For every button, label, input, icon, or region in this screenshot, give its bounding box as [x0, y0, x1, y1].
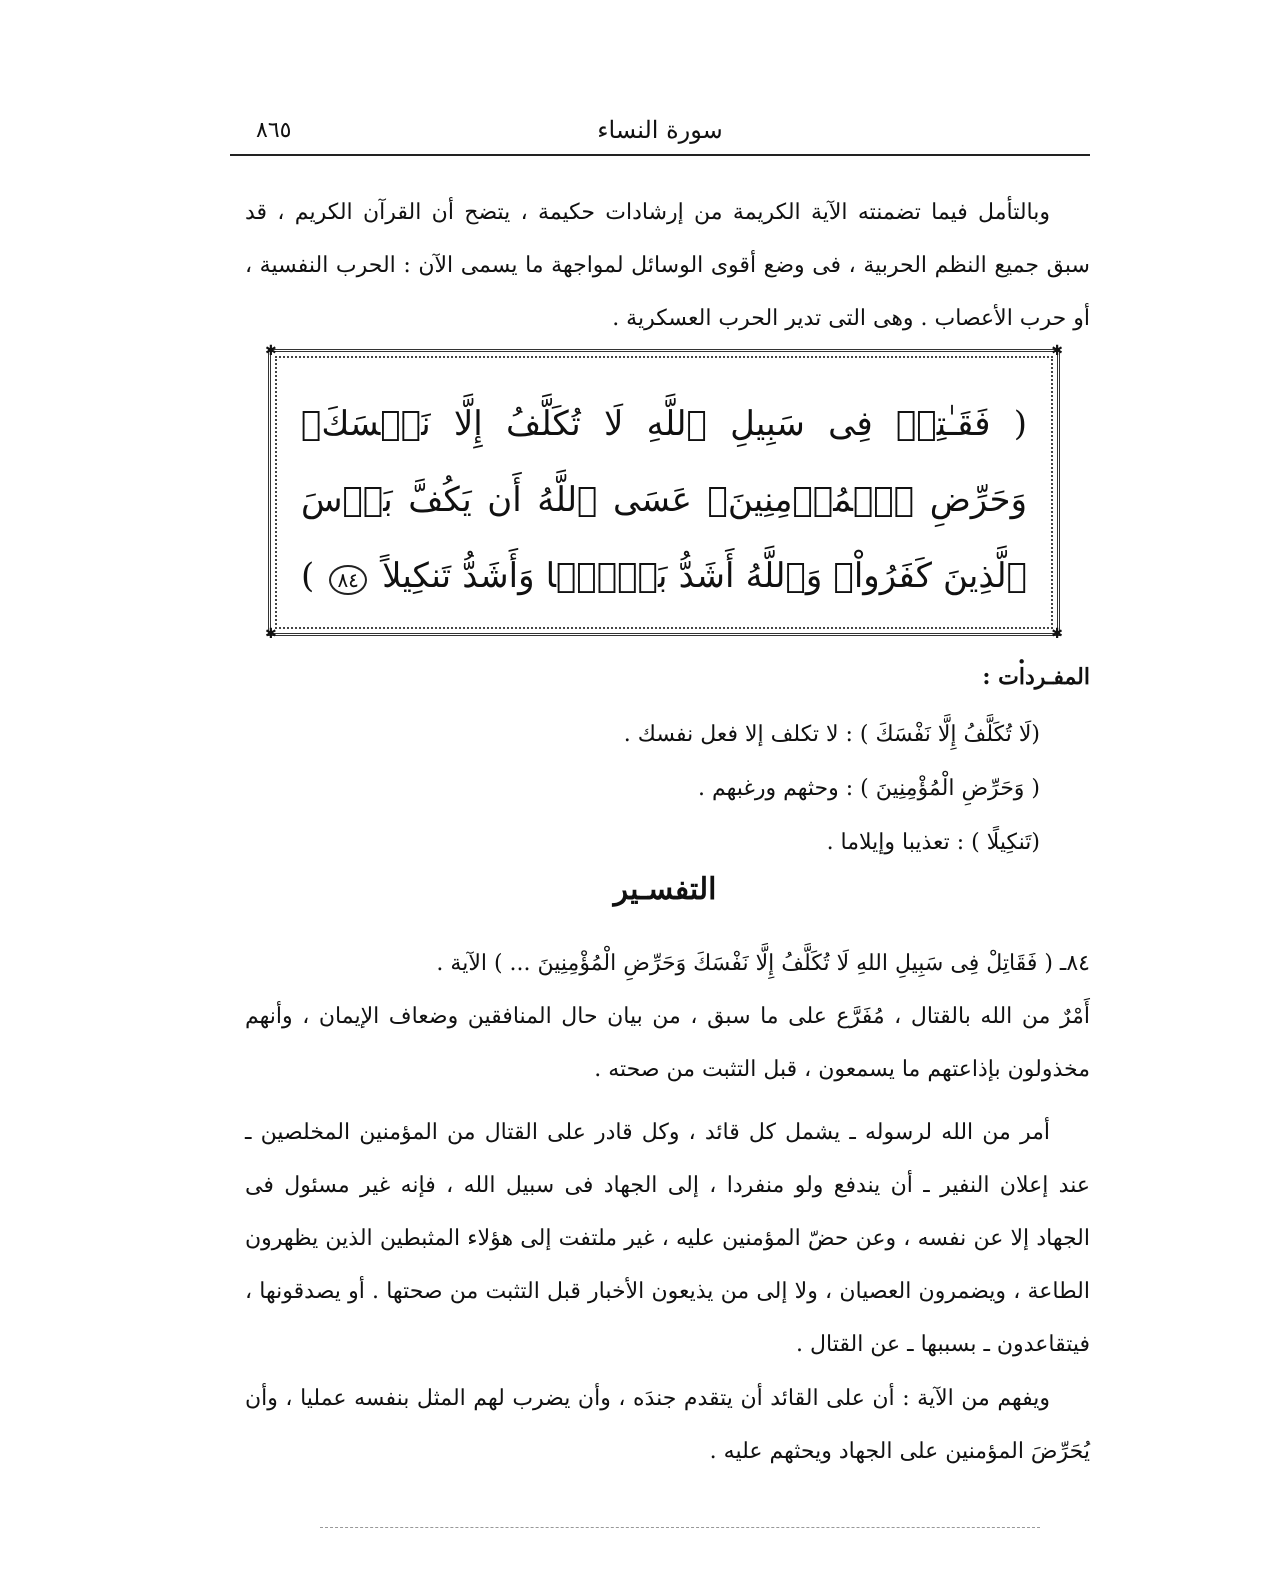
- tafsir-paragraph: أَمْرٌ من الله بالقتال ، مُفَرَّع على ما سبق ، من بيان حال المنافقين وضعاف الإيمان ، وأنهم مخذولون بإذاعتهم ما يسمعون ، قبل التثبت من صحته .: [245, 1004, 1090, 1082]
- intro-paragraph: وبالتأمل فيما تضمنته الآية الكريمة من إرشادات حكيمة ، يتضح أن القرآن الكريم ، قد سبق جميع النظم الحربية ، فى وضع أقوى الوسائل لمواجهة ما يسمى الآن : الحرب النفسية ، أو حرب الأعصاب . وهى التى تدير الحرب العسكرية .: [245, 200, 1090, 331]
- verse-open-paren: (: [1013, 404, 1027, 444]
- page-header: [230, 110, 1090, 156]
- tafsir-heading: التفسـير: [613, 872, 717, 907]
- vocabulary-heading: المفـردات :: [982, 664, 1090, 690]
- frame-corner-star-icon: ✱: [265, 343, 277, 359]
- verse-text: فَقَـٰتِلۡ فِى سَبِيلِ ٱللَّهِ لَا تُكَلَّفُ إِلَّا نَفۡسَكَ‌ۚ وَحَرِّضِ ٱلۡمُؤۡمِنِينَ‌ۖ عَسَى ٱللَّهُ أَن يَكُفَّ بَأۡسَ ٱلَّذِينَ كَفَرُواْ‌ۚ وَٱللَّهُ أَشَدُّ بَأۡسً۬ا وَأَشَدُّ تَنكِيلاً: [301, 404, 1027, 596]
- vocabulary-item: (لَا تُكَلَّفُ إِلَّا نَفْسَكَ ) : لا تكلف إلا فعل نفسك .: [623, 722, 1040, 747]
- tafsir-verse-reference: ٨٤ـ ( فَقَاتِلْ فِى سَبِيلِ اللهِ لَا تُكَلَّفُ إِلَّا نَفْسَكَ وَحَرِّضِ الْمُؤْمِنِينَ ... ) الآية .: [436, 951, 1090, 976]
- quran-verse-frame: [265, 343, 1063, 672]
- surah-title: سورة النساء: [597, 116, 723, 144]
- frame-corner-star-icon: ✱: [1051, 343, 1063, 359]
- footer-rule: [320, 1527, 1040, 1528]
- ayah-number-marker: ٨٤: [329, 565, 366, 595]
- tafsir-paragraph: ويفهم من الآية : أن على القائد أن يتقدم جندَه ، وأن يضرب لهم المثل بنفسه عمليا ، وأن يُحَرِّضَ المؤمنين على الجهاد ويحثهم عليه .: [245, 1386, 1090, 1464]
- tafsir-paragraph: أمر من الله لرسوله ـ يشمل كل قائد ، وكل قادر على القتال من المؤمنين المخلصين ـ عند إعلان النفير ـ أن يندفع ولو منفردا ، إلى الجهاد فى سبيل الله ، فإنه غير مسئول فى الجهاد إلا عن نفسه ، وعن حضّ المؤمنين عليه ، غير ملتفت إلى هؤلاء المثبطين الذين يظهرون الطاعة ، ويضمرون العصيان ، ولا إلى من يذيعون الأخبار قبل التثبت من صحتها . أو يصدقونها ، فيتقاعدون ـ بسببها ـ عن القتال .: [245, 1120, 1090, 1357]
- quran-verse: [301, 386, 1027, 690]
- vocabulary-list: [500, 708, 1040, 870]
- vocabulary-item: ( وَحَرِّضِ الْمُؤْمِنِينَ ) : وحثهم ورغبهم .: [697, 776, 1040, 801]
- vocabulary-item: (تَنكِيلًا ) : تعذيبا وإيلاما .: [826, 830, 1040, 855]
- frame-corner-star-icon: ✱: [1051, 626, 1063, 642]
- page-number: ٨٦٥: [256, 118, 292, 143]
- frame-corner-star-icon: ✱: [265, 626, 277, 642]
- verse-close-paren: ) .: [301, 556, 1027, 672]
